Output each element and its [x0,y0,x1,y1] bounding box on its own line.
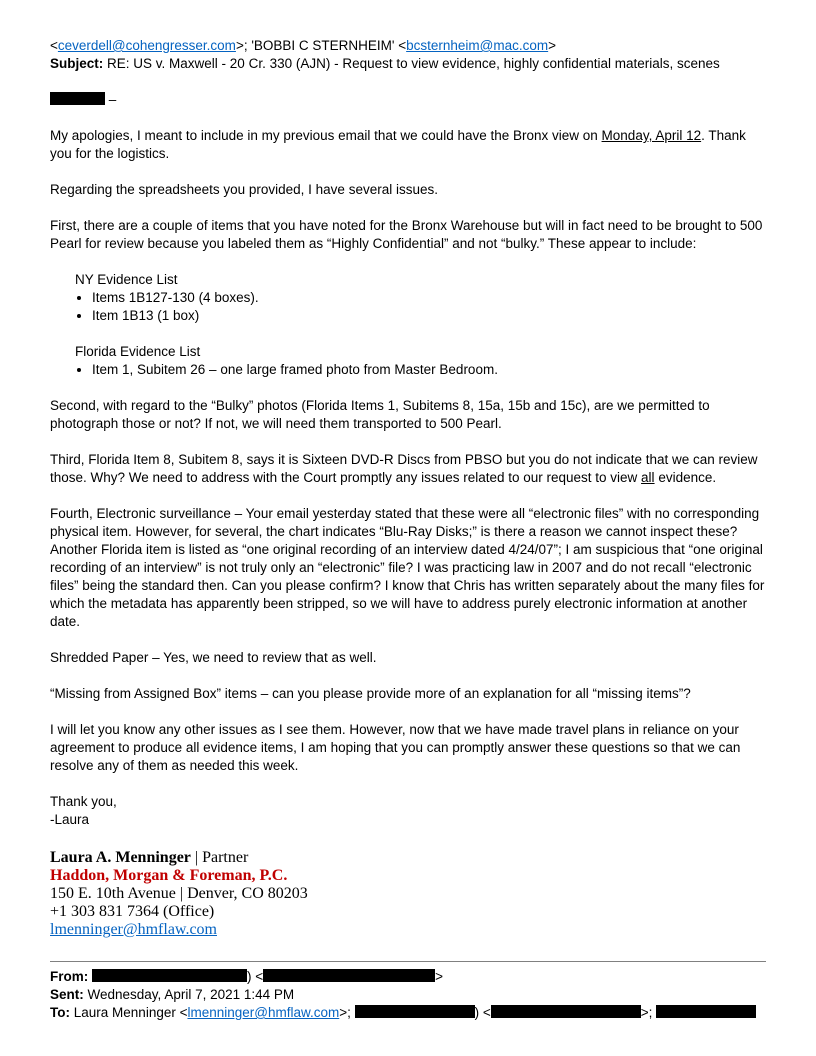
greeting-line [50,91,766,109]
signature-email-link[interactable]: lmenninger@hmflaw.com [50,921,217,938]
recipients-open: < [50,38,58,53]
closing-block [50,793,766,829]
email-link-bcsternheim[interactable]: bcsternheim@mac.com [406,38,549,53]
signature-phone: +1 303 831 7364 (Office) [50,903,215,920]
florida-evidence-list [75,361,766,379]
paragraph-apologies [50,127,766,163]
paragraph-text: evidence. [654,470,717,485]
paragraph-missing: “Missing from Assigned Box” items – can you please provide more of an explanation for all “missing items”? [50,686,691,701]
underlined-date: Monday, April 12 [601,128,702,143]
signature-email-line [50,921,766,939]
paragraph-shredded: Shredded Paper – Yes, we need to review that as well. [50,650,377,665]
subject-label: Subject: [50,56,104,71]
closing-thanks: Thank you, [50,794,117,809]
from-label: From: [50,969,89,984]
to-pre: Laura Menninger < [73,1005,188,1020]
paragraph-text: Third, Florida Item 8, Subitem 8, says it is Sixteen DVD-R Discs from PBSO but you do not indicate that we can review those. Why? We need to address with the Court promptly any issues related to our request to view [50,452,758,485]
from-line [50,968,766,986]
ny-evidence-list [75,289,766,325]
list-item: • Items 1B127-130 (4 boxes). [92,289,766,307]
paragraph-first: First, there are a couple of items that you have noted for the Bronx Warehouse but will in fact need to be brought to 500 Pearl for review because you labeled them as “Highly Confidential” and not “bulky.” These appear to include: [50,218,763,251]
greeting-dash: – [108,92,117,107]
from-mid: ) < [247,969,264,984]
redaction-bar [491,1005,641,1018]
signature-name: Laura A. Menninger [50,849,191,866]
paragraph-second: Second, with regard to the “Bulky” photos (Florida Items 1, Subitems 8, 15a, 15b and 15c), are we permitted to photograph those or not? If not, we will need them transported to 500 Pearl. [50,398,710,431]
list-item: • Item 1B13 (1 box) [92,307,766,325]
paragraph-third [50,451,766,487]
to-label: To: [50,1005,70,1020]
signature-address: 150 E. 10th Avenue | Denver, CO 80203 [50,885,308,902]
email-link-ceverdell[interactable]: ceverdell@cohengresser.com [57,38,236,53]
signature-block [50,849,766,939]
paragraph-closing-issues: I will let you know any other issues as I see them. However, now that we have made travel plans in reliance on your agreement to produce all evidence items, I am hoping that you can promptly answer these questions so that we can resolve any of them as needed this week. [50,722,741,773]
subject-line [50,55,766,73]
from-end: > [435,969,444,984]
signature-title: Partner [202,849,249,866]
to-line [50,1004,766,1022]
paragraph-text: My apologies, I meant to include in my previous email that we could have the Bronx view on [50,128,602,143]
subject-text: RE: US v. Maxwell - 20 Cr. 330 (AJN) - Request to view evidence, highly confidential materials, scenes [107,56,720,71]
sent-value: Wednesday, April 7, 2021 1:44 PM [87,987,295,1002]
paragraph-text: . Thank you for the logistics. [50,128,746,161]
closing-name: -Laura [50,812,90,827]
paragraph-fourth: Fourth, Electronic surveillance – Your email yesterday stated that these were all “electronic files” with no corresponding physical item. However, for several, the chart indicates “Blu-Ray Disks;” is there a reason we cannot inspect these? Another Florida item is listed as “one original recording of an interview dated 4/24/07”; I am suspicious that “one original recording of an interview” is not truly only an “electronic” file? I was practicing law in 2007 and do not recall “electronic files” being the standard then. Can you please confirm? I know that Chris has written separately about the many files for which the metadata has apparently been stripped, so we will have to address purely electronic information at another date. [50,506,765,629]
redaction-bar [263,969,435,982]
recipients-close: > [548,38,557,53]
recipients-between: >; 'BOBBI C STERNHEIM' < [235,38,407,53]
reply-header [50,961,766,1022]
recipients-line [50,37,766,55]
signature-name-line [50,849,766,867]
sent-line [50,986,766,1004]
redaction-bar [92,969,247,982]
redaction-bar [50,92,105,105]
list-item: • Item 1, Subitem 26 – one large framed photo from Master Bedroom. [92,361,766,379]
florida-evidence-list-title: Florida Evidence List [75,344,201,359]
signature-separator: | [190,849,203,866]
paragraph-spreadsheets: Regarding the spreadsheets you provided, I have several issues. [50,182,438,197]
to-email-link[interactable]: lmenninger@hmflaw.com [187,1005,340,1020]
redaction-bar [355,1005,475,1018]
to-mid: ) < [474,1005,491,1020]
to-sep2: >; [640,1005,657,1020]
ny-evidence-list-title: NY Evidence List [75,272,178,287]
underlined-all: all [641,470,655,485]
redaction-bar [656,1005,756,1018]
sent-label: Sent: [50,987,84,1002]
signature-firm: Haddon, Morgan & Foreman, P.C. [50,867,288,884]
to-sep: >; [339,1005,355,1020]
